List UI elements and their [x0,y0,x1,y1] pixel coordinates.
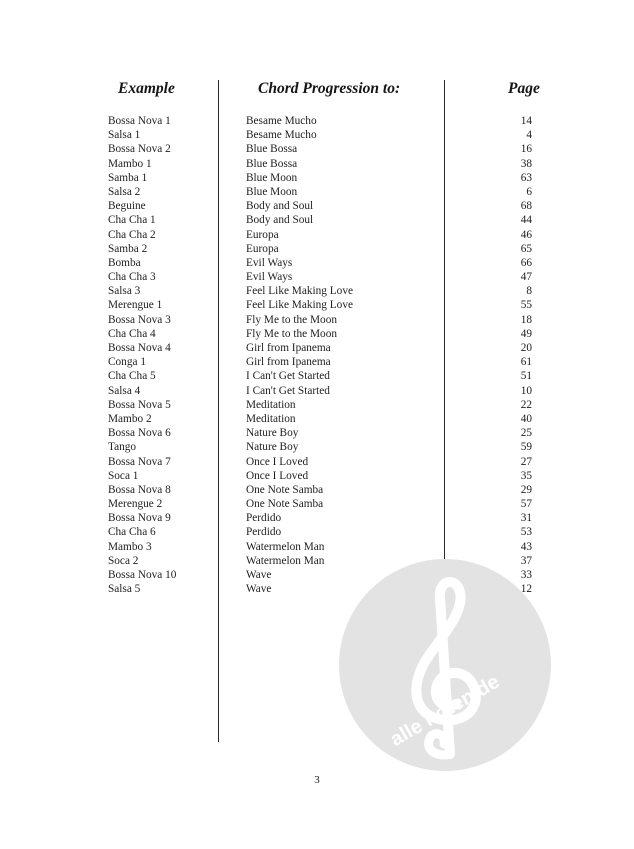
example-cell: Beguine [108,200,146,213]
example-cell: Salsa 1 [108,129,141,142]
tune-cell: Blue Moon [246,171,298,184]
example-cell: Bossa Nova 3 [108,313,171,326]
tune-cell: I Can't Get Started [246,384,330,397]
table-row [0,497,634,511]
tune-cell: Feel Like Making Love [246,299,353,312]
example-cell: Bossa Nova 1 [108,115,171,127]
example-cell: Samba 1 [108,171,148,184]
table-row [0,469,634,483]
page-cell: 29 [520,483,532,496]
example-cell: Mambo 1 [108,157,152,170]
table-row [0,256,634,270]
table-row [0,242,634,256]
tune-cell: Girl from Ipanema [246,356,331,369]
tune-cell: Europa [246,242,279,255]
table-row [0,327,634,341]
tune-cell: I Can't Get Started [246,370,330,383]
page-cell: 59 [520,441,532,454]
page-cell: 65 [520,242,532,255]
page-cell: 20 [520,342,532,354]
tune-cell: Blue Bossa [246,157,298,170]
page-cell: 44 [520,214,532,227]
page-cell: 68 [520,200,532,213]
example-cell: Cha Cha 3 [108,271,156,284]
table-row [0,114,634,128]
index-table [0,114,634,596]
example-cell: Bossa Nova 8 [108,483,171,496]
table-row [0,412,634,426]
table-row [0,355,634,369]
page-cell: 38 [520,157,532,170]
example-cell: Soca 1 [108,469,139,482]
page-cell: 14 [520,115,532,127]
table-row [0,525,634,539]
example-cell: Salsa 3 [108,285,141,298]
page-cell: 61 [520,356,532,369]
example-cell: Merengue 1 [108,299,163,312]
example-cell: Cha Cha 6 [108,526,156,539]
table-row [0,128,634,142]
table-row [0,171,634,185]
table-row [0,313,634,327]
header-chord-progression: Chord Progression to: [258,80,401,97]
example-cell: Salsa 5 [108,583,141,596]
table-row [0,511,634,525]
page-cell: 49 [520,327,532,340]
tune-cell: One Note Samba [246,498,324,511]
table-row [0,199,634,213]
tune-cell: Fly Me to the Moon [246,327,338,340]
page-cell: 51 [520,370,532,383]
example-cell: Bossa Nova 10 [108,569,177,581]
example-cell: Bomba [108,256,141,269]
page-cell: 55 [520,299,532,312]
table-row [0,185,634,199]
tune-cell: Feel Like Making Love [246,285,353,298]
page-cell: 63 [520,171,532,184]
page-cell: 33 [520,569,532,581]
page-cell: 25 [520,427,532,440]
page-cell: 16 [520,143,532,156]
tune-cell: Girl from Ipanema [246,342,331,354]
table-row [0,440,634,454]
example-cell: Merengue 2 [108,498,163,511]
tune-cell: Nature Boy [246,427,299,440]
tune-cell: Body and Soul [246,214,314,227]
tune-cell: Evil Ways [246,256,293,269]
example-cell: Cha Cha 5 [108,370,156,383]
page-cell: 35 [520,469,532,482]
table-row [0,228,634,242]
example-cell: Samba 2 [108,242,148,255]
page-cell: 6 [526,185,532,198]
tune-cell: Wave [246,583,272,596]
header-example: Example [118,80,175,97]
page-number: 3 [314,774,320,786]
example-cell: Bossa Nova 9 [108,512,171,525]
page-cell: 31 [520,512,532,525]
example-cell: Cha Cha 4 [108,327,156,340]
example-cell: Salsa 2 [108,185,141,198]
table-row [0,298,634,312]
example-cell: Bossa Nova 7 [108,455,171,468]
table-row [0,142,634,156]
tune-cell: Body and Soul [246,200,314,213]
tune-cell: Once I Loved [246,469,309,482]
example-cell: Bossa Nova 4 [108,342,171,354]
header-page: Page [508,80,540,97]
table-row [0,213,634,227]
example-cell: Conga 1 [108,356,146,369]
table-row [0,157,634,171]
tune-cell: Besame Mucho [246,129,317,142]
watermark-logo [338,558,552,772]
table-row [0,426,634,440]
example-cell: Salsa 4 [108,384,141,397]
page-cell: 22 [520,398,532,411]
tune-cell: Europa [246,228,279,241]
example-cell: Cha Cha 2 [108,228,156,241]
tune-cell: Wave [246,569,272,581]
tune-cell: Once I Loved [246,455,309,468]
example-cell: Mambo 3 [108,540,152,553]
table-row [0,341,634,355]
table-row [0,284,634,298]
tune-cell: One Note Samba [246,483,324,496]
page-cell: 10 [520,384,532,397]
page-cell: 47 [520,271,532,284]
example-cell: Bossa Nova 5 [108,398,171,411]
table-row [0,483,634,497]
tune-cell: Meditation [246,412,296,425]
table-row [0,455,634,469]
example-cell: Tango [108,441,137,454]
page-cell: 66 [520,256,532,269]
tune-cell: Fly Me to the Moon [246,313,338,326]
example-cell: Soca 2 [108,554,139,567]
page-cell: 37 [520,554,532,567]
example-cell: Cha Cha 1 [108,214,156,227]
tune-cell: Besame Mucho [246,115,317,127]
tune-cell: Meditation [246,398,296,411]
page-cell: 46 [520,228,532,241]
page-cell: 8 [526,285,532,298]
page-cell: 4 [526,129,532,142]
tune-cell: Blue Bossa [246,143,298,156]
table-row [0,270,634,284]
table-row [0,540,634,554]
watermark-text: alle noten.de [386,670,504,751]
page-cell: 40 [520,412,532,425]
page-cell: 53 [520,526,532,539]
page-cell: 43 [520,540,532,553]
page-cell: 27 [520,455,532,468]
tune-cell: Nature Boy [246,441,299,454]
tune-cell: Watermelon Man [246,554,325,567]
example-cell: Mambo 2 [108,412,152,425]
tune-cell: Watermelon Man [246,540,325,553]
tune-cell: Blue Moon [246,185,298,198]
page-cell: 18 [520,313,532,326]
tune-cell: Perdido [246,512,282,525]
page-cell: 12 [520,583,532,596]
table-row [0,398,634,412]
tune-cell: Evil Ways [246,271,293,284]
example-cell: Bossa Nova 6 [108,427,171,440]
table-row [0,384,634,398]
page-cell: 57 [520,498,532,511]
example-cell: Bossa Nova 2 [108,143,171,156]
tune-cell: Perdido [246,526,282,539]
table-row [0,369,634,383]
